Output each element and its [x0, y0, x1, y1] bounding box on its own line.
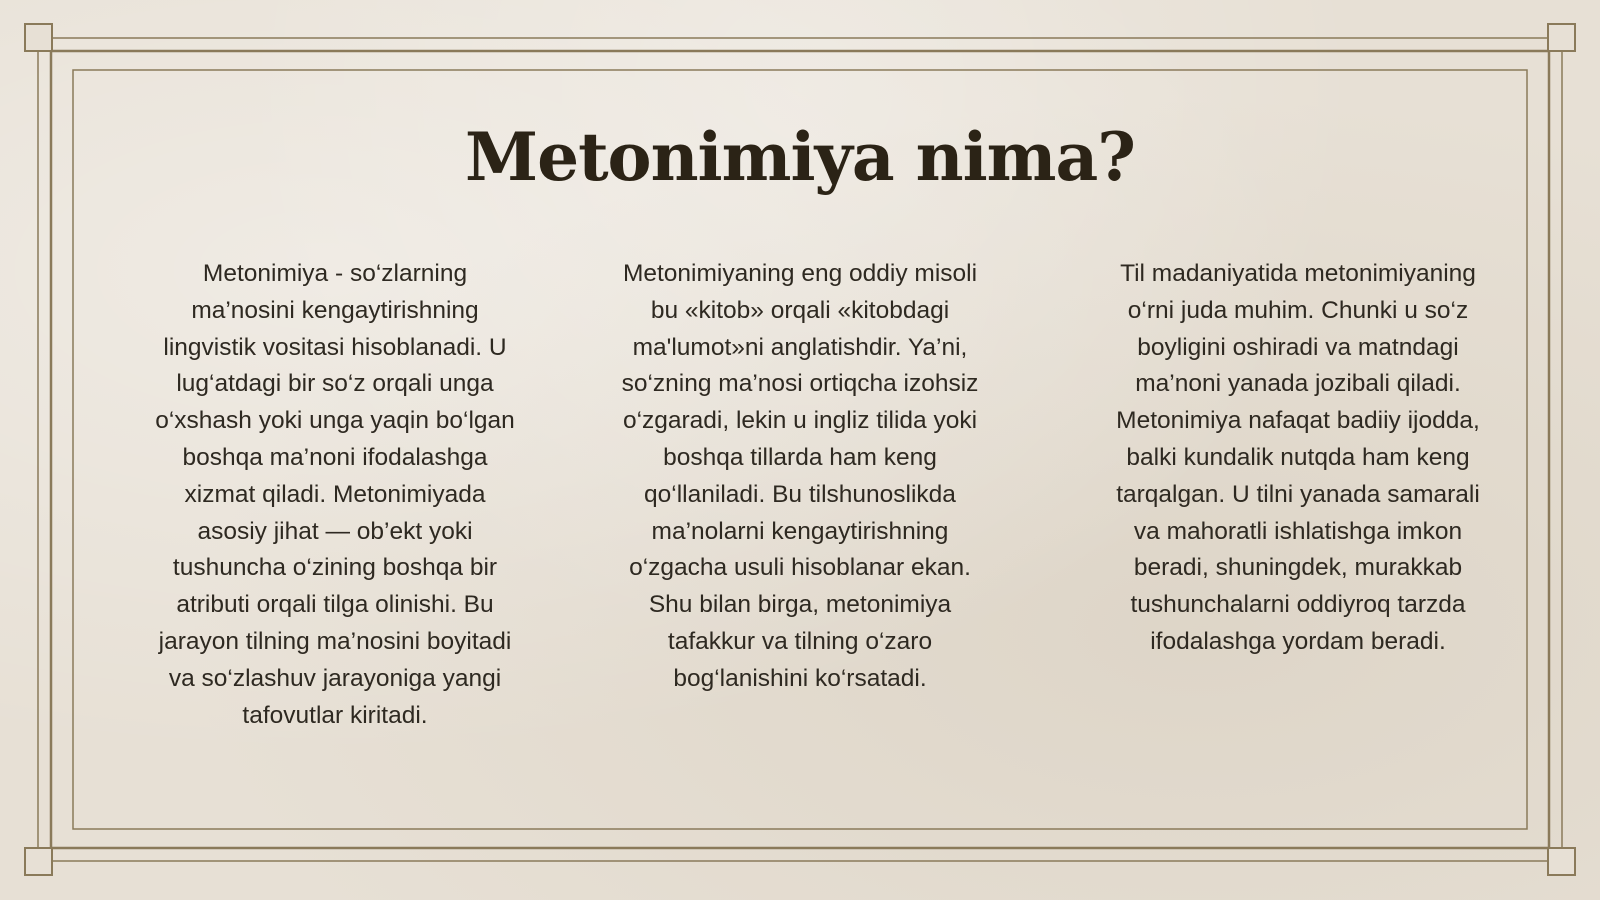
- frame-corner-top-left: [25, 24, 52, 51]
- frame-corner-bottom-right: [1548, 848, 1575, 875]
- text-column-1: Metonimiya - so‘zlarning ma’nosini kengaytirishning lingvistik vositasi hisoblanadi. U lug‘atdagi bir so‘z orqali unga o‘xshash yoki unga yaqin bo‘lgan boshqa ma’noni ifodalashga xizmat qiladi. Metonimiyada asosiy jihat — ob’ekt yoki tushuncha o‘zining boshqa bir atributi orqali tilga olinishi. Bu jarayon tilning ma’nosini boyitadi va so‘zlashuv jarayoniga yangi tafovutlar kiritadi.: [155, 260, 515, 729]
- frame-corner-bottom-left: [25, 848, 52, 875]
- text-column-2: Metonimiyaning eng oddiy misoli bu «kitob» orqali «kitobdagi ma'lumot»ni anglatishdir. Ya’ni, so‘zning ma’nosi ortiqcha izohsiz o‘zgaradi, lekin u ingliz tilida yoki boshqa tillarda ham keng qo‘llaniladi. Bu tilshunoslikda ma’nolarni kengaytirishning o‘zgacha usuli hisoblanar ekan. Shu bilan birga, metonimiya tafakkur va tilning o‘zaro bog‘lanishini ko‘rsatadi.: [621, 260, 979, 692]
- slide-title: Metonimiya nima?: [465, 118, 1135, 196]
- text-column-3: Til madaniyatida metonimiyaning o‘rni juda muhim. Chunki u so‘z boyligini oshiradi va matndagi ma’noni yanada jozibali qiladi. Metonimiya nafaqat badiiy ijodda, balki kundalik nutqda ham keng tarqalgan. U tilni yanada samarali va mahoratli ishlatishga imkon beradi, shuningdek, murakkab tushunchalarni oddiyroq tarzda ifodalashga yordam beradi.: [1116, 260, 1480, 655]
- frame-corner-top-right: [1548, 24, 1575, 51]
